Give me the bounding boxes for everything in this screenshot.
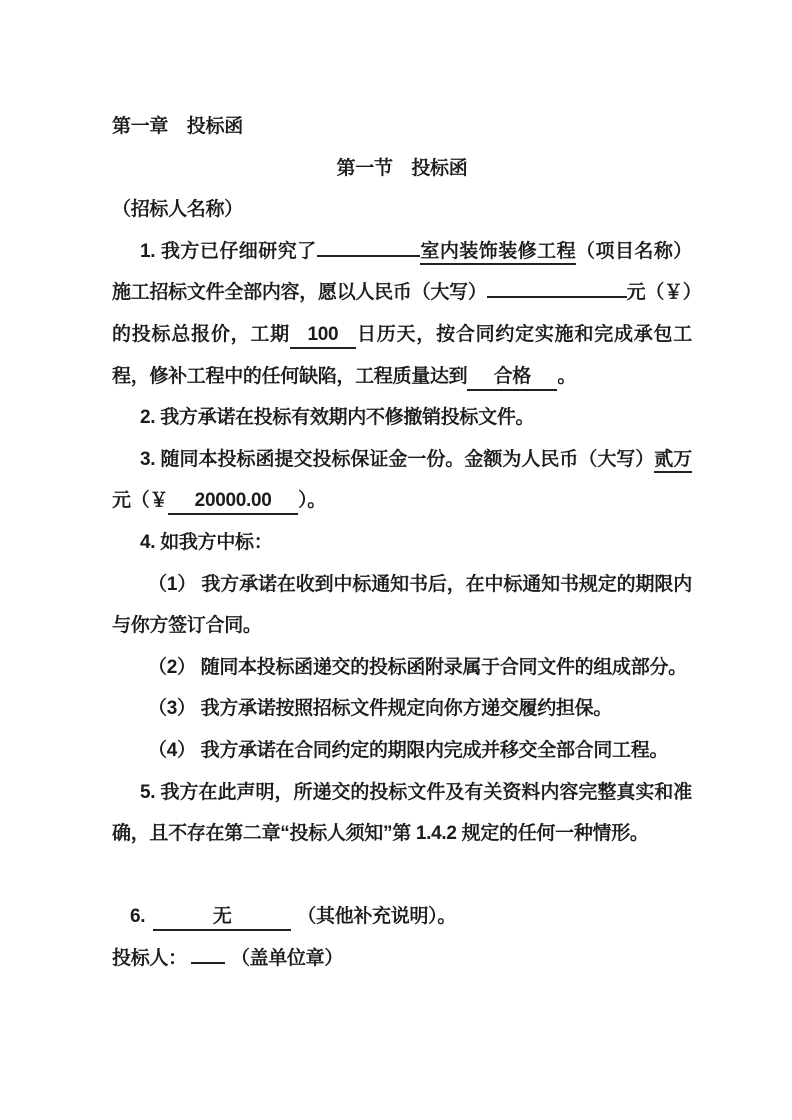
- subitem-2: （2） 随同本投标函递交的投标函附录属于合同文件的组成部分。: [148, 656, 687, 678]
- paragraph-6-end: （其他补充说明）。: [297, 906, 457, 928]
- paragraph-1-mid1: （项目名称）施工招标文件全部内容，愿以人民币（大写）: [112, 240, 693, 304]
- subitem-1: （1） 我方承诺在收到中标通知书后，在中标通知书规定的期限内与你方签订合同。: [112, 573, 692, 637]
- bidder-name-blank: [191, 962, 225, 964]
- blank-line: [112, 855, 692, 897]
- paragraph-1-end: 。: [557, 365, 577, 387]
- paragraph-3-mid: 元（￥: [112, 490, 169, 512]
- paragraph-6: [112, 896, 692, 938]
- paragraph-3: [112, 439, 692, 522]
- paragraph-1-mid2: 元（￥）的投标总报价，工期: [112, 282, 692, 345]
- paragraph-2: 2. 我方承诺在投标有效期内不修撤销投标文件。: [140, 407, 535, 429]
- amount-figures-fill: 20000.00: [168, 489, 298, 515]
- subitem-4: （4） 我方承诺在合同约定的期限内完成并移交全部合同工程。: [148, 739, 669, 761]
- addressee-line: （招标人名称）: [112, 199, 243, 221]
- paragraph-5: 5. 我方在此声明，所递交的投标文件及有关资料内容完整真实和准确，且不存在第二章“投标人须知”第 1.4.2 规定的任何一种情形。: [112, 781, 692, 845]
- paragraph-1-lead: 1. 我方已仔细研究了: [140, 240, 317, 262]
- signature-line: [112, 938, 692, 980]
- section-heading: 第一节 投标函: [336, 157, 468, 179]
- paragraph-1-mid3: 日历天，按合同约定实施和完成承包工程，修补工程中的任何缺陷，工程质量达到: [112, 323, 692, 387]
- paragraph-3-end: ）。: [298, 490, 327, 512]
- paragraph-1: [112, 231, 692, 397]
- paragraph-6-lead: 6.: [130, 906, 146, 928]
- project-name-underlined: 室内装饰装修工程: [420, 241, 576, 265]
- chapter-heading: 第一章 投标函: [112, 116, 243, 137]
- seal-note: （盖单位章）: [230, 947, 344, 969]
- project-name-blank: [317, 255, 420, 257]
- amount-words-underlined: 贰万: [654, 449, 692, 473]
- duration-fill: 100: [290, 323, 356, 349]
- paragraph-3-lead: 3. 随同本投标函提交投标保证金一份。金额为人民币（大写）: [140, 448, 655, 470]
- paragraph-4: 4. 如我方中标：: [140, 531, 273, 553]
- subitem-3: （3） 我方承诺按照招标文件规定向你方递交履约担保。: [148, 698, 613, 720]
- bidder-label: 投标人：: [112, 947, 187, 969]
- supplement-fill: 无: [153, 905, 291, 931]
- bid-price-words-blank: [487, 296, 627, 298]
- quality-fill: 合格: [467, 365, 557, 391]
